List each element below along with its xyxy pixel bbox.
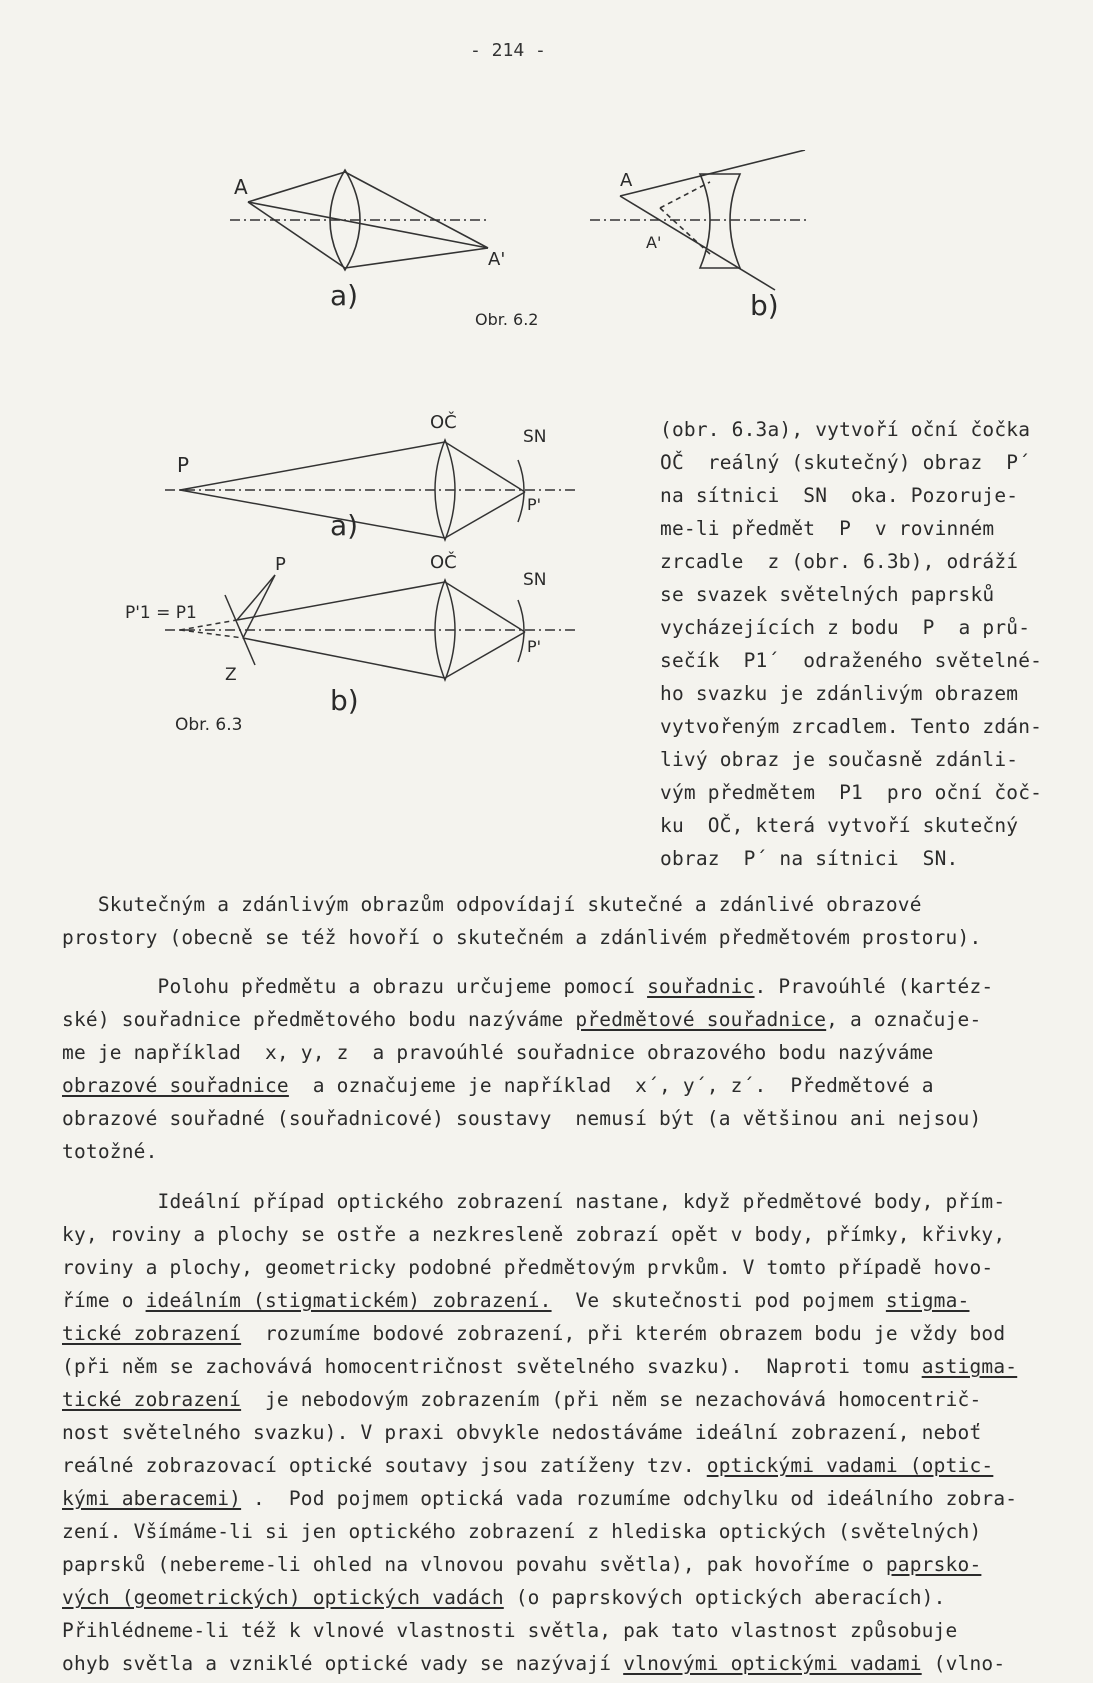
term-stigmaticke: stigma- (885, 1289, 970, 1312)
side-text-line: OČ reálný (skutečný) obraz P´ (660, 451, 1031, 474)
fig62-caption: Obr. 6.2 (475, 310, 539, 329)
side-text-line: vycházejících z bodu P a prů- (660, 616, 1031, 639)
fig63a-object-p: P (177, 453, 190, 477)
fig62a-point-a: A (234, 175, 248, 199)
side-text-line: me-li předmět P v rovinném (660, 517, 995, 540)
term-vlnove-vady: vlnovými optickými vadami (623, 1652, 922, 1675)
fig62a-point-a-prime: A' (488, 249, 506, 270)
para3-line: nost světelného svazku). V praxi obvykle nedostáváme ideální zobrazení, neboť (62, 1421, 982, 1444)
side-text-line: vytvořeným zrcadlem. Tento zdán- (660, 715, 1043, 738)
term-stigmaticke-zobrazeni: tické zobrazení (62, 1322, 242, 1345)
fig63b-object-p: P (275, 554, 286, 575)
fig62b-label: b) (750, 289, 779, 322)
para2-line: obrazové souřadné (souřadnicové) soustavy nemusí být (a většinou ani nejsou) (62, 1107, 982, 1130)
para3-line: tické zobrazení rozumíme bodové zobrazení, při kterém obrazem bodu je vždy bod (62, 1322, 1006, 1345)
side-text-line: ku OČ, která vytvoří skutečný (660, 814, 1019, 837)
fig63b-label: b) (330, 684, 359, 717)
para3-line: Ideální případ optického zobrazení nastane, když předmětové body, přím- (62, 1190, 1006, 1213)
fig63b-mirror-label: Z (225, 665, 237, 685)
figure-6-3 (125, 400, 595, 790)
figure-6-2 (220, 150, 850, 360)
term-paprskovych: paprsko- (885, 1553, 982, 1576)
page-number: - 214 - (470, 40, 546, 61)
term-optickymi-vadami: optickými vadami (optic- (706, 1454, 994, 1477)
side-text-line: zrcadle z (obr. 6.3b), odráží (660, 550, 1019, 573)
side-text-line: (obr. 6.3a), vytvoří oční čočka (660, 418, 1031, 441)
side-text-line: na sítnici SN oka. Pozoruje- (660, 484, 1019, 507)
fig62a-converging-lens-diagram (230, 170, 490, 270)
para1-line: prostory (obecně se též hovoří o skutečném a zdánlivém předmětovém prostoru). (62, 926, 982, 949)
side-text-line: vým předmětem P1 pro oční čoč- (660, 781, 1043, 804)
para3-line: ohyb světla a vzniklé optické vady se nazývají vlnovými optickými vadami (vlno- (62, 1652, 1006, 1675)
term-predmetove-souradnice: předmětové souřadnice (575, 1008, 827, 1031)
para1-line: Skutečným a zdánlivým obrazům odpovídají skutečné a zdánlivé obrazové (62, 893, 922, 916)
fig63b-image-label: P' (527, 637, 542, 656)
para3-line: tické zobrazení je nebodovým zobrazením (při něm se nezachovává homocentrič- (62, 1388, 982, 1411)
para3-line: zení. Všímáme-li si jen optického zobrazení z hlediska optických (světelných) (62, 1520, 982, 1543)
para3-line: říme o ideálním (stigmatickém) zobrazení. Ve skutečnosti pod pojmem stigma- (62, 1289, 970, 1312)
fig62b-point-a-prime: A' (646, 233, 662, 252)
para2-line: obrazové souřadnice a označujeme je například x´, y´, z´. Předmětové a (62, 1074, 934, 1097)
fig63a-lens-label: OČ (430, 412, 457, 433)
side-text-line: ho svazku je zdánlivým obrazem (660, 682, 1019, 705)
para3-line: Přihlédneme-li též k vlnové vlastnosti světla, pak tato vlastnost způsobuje (62, 1619, 958, 1642)
fig63-caption: Obr. 6.3 (175, 715, 243, 735)
para3-line: (při něm se zachovává homocentričnost světelného svazku). Naproti tomu astigma- (62, 1355, 1018, 1378)
term-aberacemi: kými aberacemi) (62, 1487, 242, 1510)
fig63b-virtual-point-label: P'1 = P1 (125, 603, 197, 623)
fig63b-lens-label: OČ (430, 552, 457, 573)
fig62b-point-a: A (620, 170, 633, 191)
fig62a-label: a) (330, 279, 359, 312)
para3-line: vých (geometrických) optických vadách (o paprskových optických aberacích). (62, 1586, 946, 1609)
para2-line: totožné. (62, 1140, 158, 1163)
para3-line: roviny a plochy, geometricky podobné předmětovým prvkům. V tomto případě hovo- (62, 1256, 994, 1279)
side-text-line: livý obraz je současně zdánli- (660, 748, 1019, 771)
term-idealni-zobrazeni: ideálním (stigmatickém) zobrazení. (145, 1289, 552, 1312)
term-astigma: astigma- (921, 1355, 1018, 1378)
fig63a-retina-label: SN (523, 427, 547, 447)
fig63a-image-label: P' (527, 495, 542, 514)
para3-line: reálné zobrazovací optické soutavy jsou zatíženy tzv. optickými vadami (optic- (62, 1454, 994, 1477)
para2-line: me je například x, y, z a pravoúhlé souřadnice obrazového bodu nazýváme (62, 1041, 934, 1064)
para3-line: paprsků (nebereme-li ohled na vlnovou povahu světla), pak hovoříme o paprsko- (62, 1553, 982, 1576)
term-souradnic: souřadnic (647, 975, 755, 998)
side-text-line: se svazek světelných paprsků (660, 583, 995, 606)
side-text-line: obraz P´ na sítnici SN. (660, 847, 959, 870)
fig63a-label: a) (330, 509, 359, 542)
para2-line: Polohu předmětu a obrazu určujeme pomocí souřadnic. Pravoúhlé (kartéz- (62, 975, 994, 998)
term-obrazove-souradnice: obrazové souřadnice (62, 1074, 289, 1097)
side-text-line: sečík P1´ odraženého světelné- (660, 649, 1043, 672)
fig63b-retina-label: SN (523, 570, 547, 590)
para3-line: kými aberacemi) . Pod pojmem optická vada rozumíme odchylku od ideálního zobra- (62, 1487, 1018, 1510)
term-astigmaticke-zobrazeni: tické zobrazení (62, 1388, 242, 1411)
fig63a-eye-diagram (165, 440, 575, 540)
para2-line: ské) souřadnice předmětového bodu nazýváme předmětové souřadnice, a označuje- (62, 1008, 982, 1031)
term-geometrickych-vadach: vých (geometrických) optických vadách (62, 1586, 504, 1609)
para3-line: ky, roviny a plochy se ostře a nezkresleně zobrazí opět v body, přímky, křivky, (62, 1223, 1006, 1246)
